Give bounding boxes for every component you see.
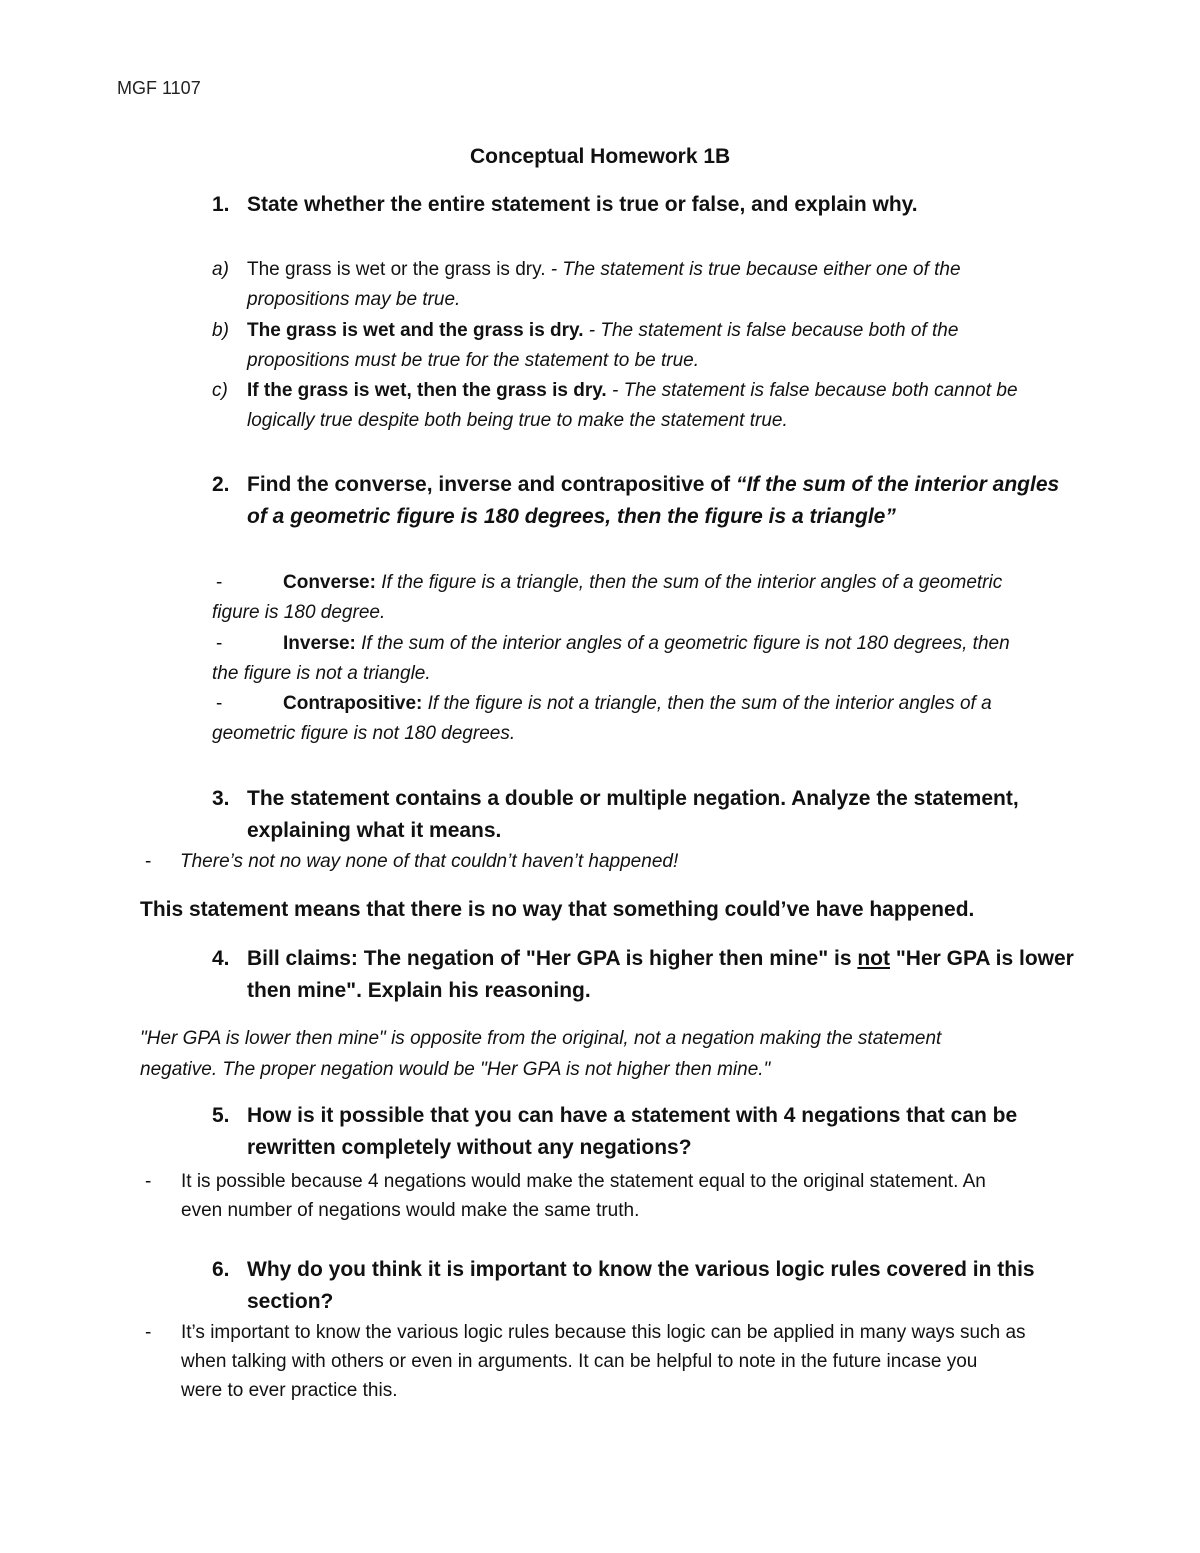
q5-answer-cont: even number of negations would make the same truth. <box>181 1200 640 1221</box>
q6-dash: - <box>145 1322 152 1343</box>
q6-question-cont: section? <box>247 1290 334 1313</box>
q3-number: 3. <box>212 787 230 810</box>
q1-question: State whether the entire statement is true or false, and explain why. <box>247 193 918 216</box>
q1b-statement <box>247 319 958 343</box>
q1a-marker: a) <box>212 259 229 280</box>
q1a-statement-text: The grass is wet or the grass is dry. <box>247 259 546 280</box>
q1b-marker: b) <box>212 320 229 341</box>
q2-quote: “If the sum of the interior angles <box>735 473 1060 496</box>
q3-quote: There’s not no way none of that couldn’t haven’t happened! <box>180 851 679 872</box>
q2-quote-cont: of a geometric figure is 180 degrees, then the figure is a triangle” <box>247 505 896 528</box>
q1c-statement-text: If the grass is wet, then the grass is dry. <box>247 380 607 401</box>
converse-label: Converse: <box>283 572 376 593</box>
inverse-text-cont: the figure is not a triangle. <box>212 663 431 684</box>
contrapositive-label: Contrapositive: <box>283 693 423 714</box>
q1b-statement-text: The grass is wet and the grass is dry. <box>247 320 584 341</box>
q1c-statement <box>247 379 1018 403</box>
q3-question-cont: explaining what it means. <box>247 819 502 842</box>
q1c-answer-cont: logically true despite both being true to make the statement true. <box>247 410 788 431</box>
q5-question-cont: rewritten completely without any negations? <box>247 1136 692 1159</box>
contrapositive-text: If the figure is not a triangle, then the sum of the interior angles of a <box>422 693 992 714</box>
q1c-answer: - The statement is false because both cannot be <box>606 380 1018 401</box>
q1a-answer-cont: propositions may be true. <box>247 289 461 310</box>
q4-question-text-2: "Her GPA is lower <box>890 947 1074 970</box>
converse-text: If the figure is a triangle, then the sum of the interior angles of a geometric <box>375 572 1003 593</box>
q6-answer: It’s important to know the various logic rules because this logic can be applied in many ways such as <box>181 1322 1026 1343</box>
q4-answer-cont: negative. The proper negation would be "Her GPA is not higher then mine." <box>140 1059 771 1080</box>
q5-answer: It is possible because 4 negations would make the statement equal to the original statement. An <box>181 1171 986 1192</box>
q3-question: The statement contains a double or multiple negation. Analyze the statement, <box>247 787 1019 810</box>
q5-question: How is it possible that you can have a statement with 4 negations that can be <box>247 1104 1018 1127</box>
q1a-statement <box>247 258 961 282</box>
q5-number: 5. <box>212 1104 230 1127</box>
q4-number: 4. <box>212 947 230 970</box>
q4-question <box>247 947 1074 971</box>
q3-dash: - <box>145 851 152 872</box>
q4-question-cont: then mine". Explain his reasoning. <box>247 979 591 1002</box>
q1a-answer: - The statement is true because either one of the <box>545 259 961 280</box>
q4-question-text: Bill claims: The negation of "Her GPA is higher then mine" is <box>247 947 858 970</box>
q2-converse <box>283 571 1002 595</box>
q1b-answer-cont: propositions must be true for the statement to be true. <box>247 350 700 371</box>
q1c-marker: c) <box>212 380 228 401</box>
q3-answer: This statement means that there is no way that something could’ve have happened. <box>140 898 975 921</box>
inverse-label: Inverse: <box>283 633 356 654</box>
q5-dash: - <box>145 1171 152 1192</box>
q6-question: Why do you think it is important to know the various logic rules covered in this <box>247 1258 1035 1281</box>
q2-converse-dash: - <box>216 572 223 593</box>
q2-contra-dash: - <box>216 693 223 714</box>
q2-question-text: Find the converse, inverse and contrapositive of <box>247 473 736 496</box>
page-title: Conceptual Homework 1B <box>470 145 731 168</box>
q6-answer-cont-2: were to ever practice this. <box>181 1380 398 1401</box>
inverse-text: If the sum of the interior angles of a geometric figure is not 180 degrees, then <box>355 633 1010 654</box>
q4-answer: "Her GPA is lower then mine" is opposite from the original, not a negation making the statement <box>140 1028 942 1049</box>
course-header: MGF 1107 <box>117 78 201 98</box>
q6-answer-cont: when talking with others or even in arguments. It can be helpful to note in the future incase you <box>181 1351 978 1372</box>
q2-inverse <box>283 632 1010 656</box>
q2-question <box>247 473 1059 497</box>
q1b-answer: - The statement is false because both of the <box>583 320 959 341</box>
q4-not: not <box>857 947 890 970</box>
q6-number: 6. <box>212 1258 230 1281</box>
converse-text-cont: figure is 180 degree. <box>212 602 386 623</box>
q2-contrapositive <box>283 692 992 716</box>
contrapositive-text-cont: geometric figure is not 180 degrees. <box>212 723 516 744</box>
q1-number: 1. <box>212 193 230 216</box>
q2-inverse-dash: - <box>216 633 223 654</box>
q2-number: 2. <box>212 473 230 496</box>
